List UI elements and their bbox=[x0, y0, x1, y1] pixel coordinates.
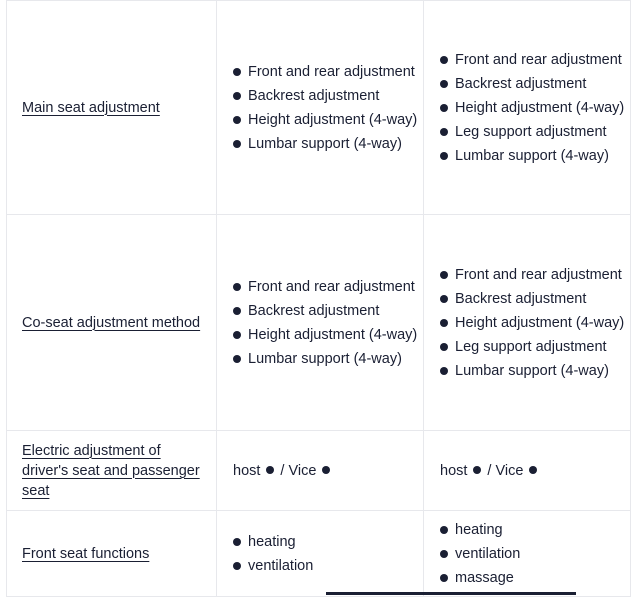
config-1-cell bbox=[217, 1, 424, 215]
bullet-dot-icon bbox=[440, 128, 448, 136]
config-1-cell bbox=[217, 431, 424, 511]
vice-dot-icon bbox=[529, 466, 537, 474]
bullet-dot-icon bbox=[233, 562, 241, 570]
list-item: Front and rear adjustment bbox=[440, 50, 630, 70]
feature-list bbox=[233, 532, 423, 576]
list-item: Backrest adjustment bbox=[233, 301, 423, 321]
row-label-cell bbox=[7, 215, 217, 431]
row-label-cell bbox=[7, 431, 217, 511]
list-item: heating bbox=[233, 532, 423, 552]
row-label-cell bbox=[7, 1, 217, 215]
list-item: Lumbar support (4-way) bbox=[233, 349, 423, 369]
list-item: Lumbar support (4-way) bbox=[233, 134, 423, 154]
row-label-main-seat-adjustment[interactable]: Main seat adjustment bbox=[22, 99, 160, 116]
vice-dot-icon bbox=[322, 466, 330, 474]
bullet-dot-icon bbox=[233, 116, 241, 124]
bullet-dot-icon bbox=[233, 331, 241, 339]
list-item: heating bbox=[440, 520, 630, 540]
list-item: Lumbar support (4-way) bbox=[440, 361, 630, 381]
bullet-dot-icon bbox=[440, 104, 448, 112]
list-item: Backrest adjustment bbox=[440, 289, 630, 309]
config-1-cell bbox=[217, 215, 424, 431]
host-dot-icon bbox=[473, 466, 481, 474]
list-item: ventilation bbox=[440, 544, 630, 564]
config-2-cell bbox=[424, 215, 631, 431]
table-row-co-seat bbox=[7, 215, 631, 431]
feature-list bbox=[440, 520, 630, 588]
list-item: Height adjustment (4-way) bbox=[440, 98, 630, 118]
bottom-divider bbox=[326, 592, 576, 595]
bullet-dot-icon bbox=[440, 550, 448, 558]
bullet-dot-icon bbox=[440, 574, 448, 582]
bullet-dot-icon bbox=[440, 56, 448, 64]
table-row-electric-adjustment bbox=[7, 431, 631, 511]
seat-spec-table bbox=[6, 0, 631, 597]
bullet-dot-icon bbox=[440, 271, 448, 279]
table-row-main-seat bbox=[7, 1, 631, 215]
table-row-front-seat-functions bbox=[7, 511, 631, 597]
list-item: Height adjustment (4-way) bbox=[233, 325, 423, 345]
list-item: Height adjustment (4-way) bbox=[233, 110, 423, 130]
list-item: Front and rear adjustment bbox=[233, 277, 423, 297]
host-label: host bbox=[440, 462, 468, 479]
row-label-cell bbox=[7, 511, 217, 597]
host-dot-icon bbox=[266, 466, 274, 474]
feature-list bbox=[233, 62, 423, 154]
bullet-dot-icon bbox=[440, 343, 448, 351]
bullet-dot-icon bbox=[233, 355, 241, 363]
bullet-dot-icon bbox=[233, 68, 241, 76]
host-label: host bbox=[233, 462, 261, 479]
list-item: Leg support adjustment bbox=[440, 122, 630, 142]
bullet-dot-icon bbox=[233, 140, 241, 148]
row-label-co-seat-adjustment[interactable]: Co-seat adjustment method bbox=[22, 314, 201, 331]
bullet-dot-icon bbox=[440, 367, 448, 375]
bullet-dot-icon bbox=[233, 283, 241, 291]
config-2-cell bbox=[424, 1, 631, 215]
vice-label: / Vice bbox=[280, 462, 317, 479]
list-item: Lumbar support (4-way) bbox=[440, 146, 630, 166]
bullet-dot-icon bbox=[440, 152, 448, 160]
config-2-cell bbox=[424, 431, 631, 511]
list-item: massage bbox=[440, 568, 630, 588]
row-label-front-seat-functions[interactable]: Front seat functions bbox=[22, 545, 150, 562]
list-item: Backrest adjustment bbox=[233, 86, 423, 106]
config-1-cell bbox=[217, 511, 424, 597]
bullet-dot-icon bbox=[233, 307, 241, 315]
bullet-dot-icon bbox=[440, 319, 448, 327]
config-2-cell bbox=[424, 511, 631, 597]
bullet-dot-icon bbox=[440, 526, 448, 534]
list-item: Backrest adjustment bbox=[440, 74, 630, 94]
list-item: Leg support adjustment bbox=[440, 337, 630, 357]
bullet-dot-icon bbox=[233, 92, 241, 100]
bullet-dot-icon bbox=[233, 538, 241, 546]
list-item: Front and rear adjustment bbox=[440, 265, 630, 285]
feature-list bbox=[440, 50, 630, 166]
list-item: ventilation bbox=[233, 556, 423, 576]
bullet-dot-icon bbox=[440, 295, 448, 303]
vice-label: / Vice bbox=[487, 462, 524, 479]
feature-list bbox=[233, 277, 423, 369]
list-item: Height adjustment (4-way) bbox=[440, 313, 630, 333]
list-item: Front and rear adjustment bbox=[233, 62, 423, 82]
row-label-electric-adjustment[interactable]: Electric adjustment of driver's seat and passenger seat bbox=[22, 442, 200, 499]
bullet-dot-icon bbox=[440, 80, 448, 88]
feature-list bbox=[440, 265, 630, 381]
